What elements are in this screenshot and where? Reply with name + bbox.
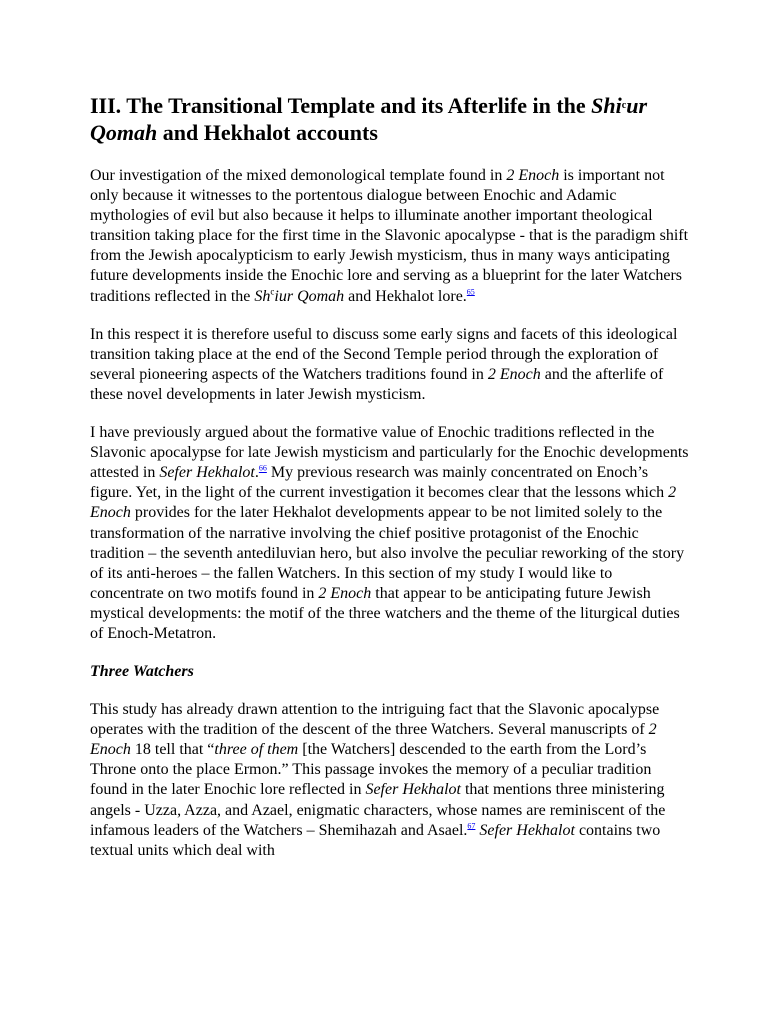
paragraph-4: This study has already drawn attention to the intriguing fact that the Slavonic apocalypse operates with the tradition of the descent of the three Watchers. Several manuscripts of 2 Enoch 18 tell that “three of them [the Watchers] descended to the earth from the Lord’s Throne onto the place Ermon.” This passage invokes the memory of a peculiar tradition found in the later Enochic lore reflected in Sefer Hekhalot that mentions three ministering angels - Uzza, Azza, and Azael, enigmatic characters, whose names are reminiscent of the infamous leaders of the Watchers – Shemihazah and Asael.$^{67}$ Sefer Hekhalot contains two textual units which deal with [90, 701, 666, 859]
footnote-link-66[interactable]: 66 [258, 463, 267, 473]
heading-italic: Shi [591, 93, 622, 118]
footnote-link-67[interactable]: 67 [467, 821, 476, 831]
paragraph-3: I have previously argued about the formative value of Enochic traditions reflected in the Slavonic apocalypse for late Jewish mysticism and particularly for the Enochic developments attested in Sefer Hekhalot.$^{66}$ My previous research was mainly concentrated on Enoch’s figure. Yet, in the light of the current investigation it becomes clear that the lessons which 2 Enoch provides for the later Hekhalot developments appear to be not limited solely to the transformation of the narrative involving the chief positive protagonist of the Enochic tradition – the seventh antediluvian hero, but also involve the peculiar reworking of the story of its anti-heroes – the fallen Watchers. In this section of my study I would like to concentrate on two motifs found in 2 Enoch that appear to be anticipating future Jewish mystical developments: the motif of the three watchers and the theme of the liturgical duties of Enoch-Metatron. [90, 424, 689, 642]
subheading-three-watchers: Three Watchers [90, 663, 194, 681]
heading-text: III. The Transitional Template and its Afterlife in the [90, 93, 592, 118]
footnote-link-65[interactable]: 65 [466, 287, 475, 297]
paragraph-1: Our investigation of the mixed demonological template found in 2 Enoch is important not only because it witnesses to the portentous dialogue between Enochic and Adamic mythologies of evil but also because it helps to illuminate another important theological transition taking place for the first time in the Slavonic apocalypse - that is the paradigm shift from the Jewish apocalypticism to early Jewish mysticism, thus in many ways anticipating future developments inside the Enochic lore and serving as a blueprint for the later Watchers traditions reflected in the Sh$^c$iur Qomah and Hekhalot lore.$^{65}$ [90, 167, 689, 305]
heading-italic: Qomah [90, 120, 158, 145]
document-page [90, 92, 690, 879]
heading-text: and Hekhalot accounts [157, 120, 378, 145]
paragraph-2: In this respect it is therefore useful to discuss some early signs and facets of this ideological transition taking place at the end of the Second Temple period through the exploration of several pioneering aspects of the Watchers traditions found in 2 Enoch and the afterlife of these novel developments in later Jewish mysticism. [90, 325, 678, 403]
section-heading [90, 92, 690, 146]
heading-italic: ur [626, 93, 648, 118]
heading-superscript: c [621, 100, 627, 111]
